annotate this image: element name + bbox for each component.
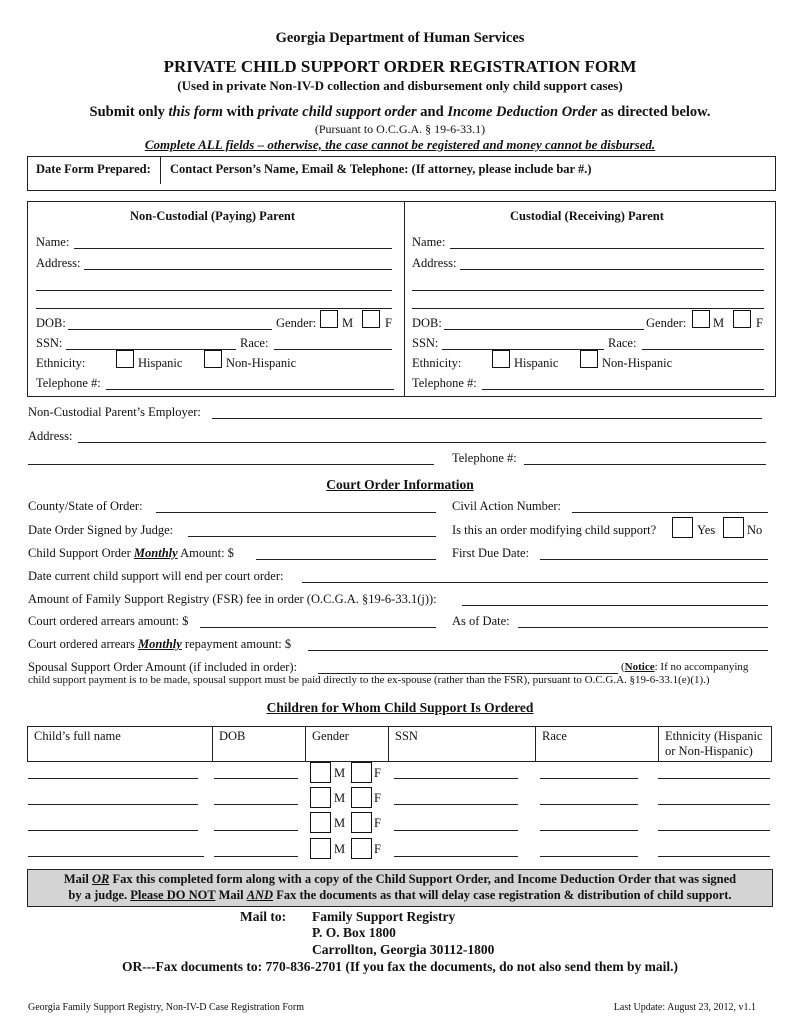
- court-heading: Court Order Information: [326, 477, 474, 492]
- form-title: PRIVATE CHILD SUPPORT ORDER REGISTRATION FORM: [163, 57, 637, 76]
- spousal-label: Spousal Support Order Amount (if included in order):: [28, 660, 298, 674]
- end-date-field[interactable]: [302, 582, 768, 583]
- ncp-ssn-label: SSN:: [36, 336, 63, 350]
- child3-name-field[interactable]: [28, 830, 198, 831]
- first-due-field[interactable]: [540, 559, 768, 560]
- ncp-address-field-3[interactable]: [36, 308, 392, 309]
- child4-dob-field[interactable]: [214, 856, 298, 857]
- col-ssn: SSN: [389, 727, 536, 762]
- fsr-fee-label: Amount of Family Support Registry (FSR) fee in order (O.C.G.A. §19-6-33.1(j)):: [28, 592, 437, 606]
- ncp-address-field-2[interactable]: [36, 290, 392, 291]
- cs-amount-label: [28, 546, 234, 561]
- col-gender: Gender: [306, 727, 389, 762]
- child1-race-field[interactable]: [540, 778, 638, 779]
- county-label: County/State of Order:: [28, 499, 143, 513]
- child2-gender-m-checkbox[interactable]: [310, 787, 331, 808]
- cs-amount-a: Child Support Order: [28, 546, 134, 560]
- employer-telephone-label: Telephone #:: [452, 451, 517, 465]
- col-race: Race: [536, 727, 659, 762]
- cp-gender-f-label: F: [756, 316, 763, 330]
- mail-to-label: Mail to:: [240, 909, 287, 924]
- cp-address-field-3[interactable]: [412, 308, 764, 309]
- ncp-address-label: Address:: [36, 256, 81, 270]
- first-due-label: First Due Date:: [452, 546, 530, 560]
- warning-text: Complete ALL fields – otherwise, the case cannot be registered and money cannot be disbursed.: [144, 137, 656, 152]
- civil-action-field[interactable]: [572, 512, 768, 513]
- child4-name-field[interactable]: [28, 856, 204, 857]
- children-heading: Children for Whom Child Support Is Ordered: [266, 700, 534, 715]
- employer-telephone-field[interactable]: [524, 464, 766, 465]
- ncp-gender-f-label: F: [385, 316, 392, 330]
- modifying-yes-checkbox[interactable]: [672, 517, 693, 538]
- ncp-address-field[interactable]: [84, 269, 392, 270]
- cs-amount-monthly: Monthly: [133, 546, 178, 560]
- cp-gender-label: Gender:: [646, 316, 687, 330]
- child2-gender-f-checkbox[interactable]: [351, 787, 372, 808]
- submit-a: Submit only: [89, 104, 169, 120]
- notice-open: (: [621, 661, 625, 673]
- child2-ethnicity-field[interactable]: [658, 804, 770, 805]
- pursuant-text: (Pursuant to O.C.G.A. § 19-6-33.1): [314, 122, 486, 136]
- cp-non-hispanic-label: Non-Hispanic: [602, 356, 673, 370]
- cp-hispanic-label: Hispanic: [514, 356, 559, 370]
- child1-gender-m-checkbox[interactable]: [310, 762, 331, 783]
- submit-d: private child support order: [257, 104, 417, 120]
- submit-instruction: [0, 104, 800, 121]
- cp-name-field[interactable]: [450, 248, 764, 249]
- child3-race-field[interactable]: [540, 830, 638, 831]
- notice-line-2: child support payment is to be made, spousal support must be paid directly to the ex-spouse (rather than the FSR), pursuant to O.C.G.A. §19-6-33.1(e)(1).): [28, 674, 710, 686]
- child1-f-label: F: [374, 766, 381, 780]
- cp-gender-m-checkbox[interactable]: [692, 310, 710, 328]
- child2-race-field[interactable]: [540, 804, 638, 805]
- child4-ethnicity-field[interactable]: [658, 856, 770, 857]
- col-ethnicity: Ethnicity (Hispanic or Non-Hispanic): [659, 727, 772, 762]
- child3-f-label: F: [374, 816, 381, 830]
- col-child-name: Child’s full name: [28, 727, 213, 762]
- child3-gender-m-checkbox[interactable]: [310, 812, 331, 833]
- repay-a: Court ordered arrears: [28, 637, 139, 651]
- form-subtitle: (Used in private Non-IV-D collection and disbursement only child support cases): [177, 78, 623, 93]
- child1-gender-f-checkbox[interactable]: [351, 762, 372, 783]
- mail-line-1: Family Support Registry: [312, 909, 456, 924]
- contact-person-label: Contact Person’s Name, Email & Telephone: (If attorney, please include bar #.): [170, 162, 592, 176]
- mail-line-3: Carrollton, Georgia 30112-1800: [312, 942, 495, 957]
- employer-label: Non-Custodial Parent’s Employer:: [28, 405, 201, 419]
- ncp-gender-m-label: M: [342, 316, 354, 330]
- cp-address-field-2[interactable]: [412, 290, 764, 291]
- modifying-no-checkbox[interactable]: [723, 517, 744, 538]
- child4-ssn-field[interactable]: [394, 856, 518, 857]
- cs-amount-field[interactable]: [256, 559, 436, 560]
- child1-ethnicity-field[interactable]: [658, 778, 770, 779]
- notice-b: : If no accompanying: [654, 661, 749, 673]
- end-date-label: Date current child support will end per court order:: [28, 569, 284, 583]
- cp-heading: Custodial (Receiving) Parent: [510, 209, 664, 223]
- ncp-telephone-label: Telephone #:: [36, 376, 101, 390]
- cp-hispanic-checkbox[interactable]: [492, 350, 510, 368]
- notice-label: Notice: [624, 661, 655, 673]
- cp-non-hispanic-checkbox[interactable]: [580, 350, 598, 368]
- child1-dob-field[interactable]: [214, 778, 298, 779]
- cp-name-label: Name:: [412, 235, 446, 249]
- employer-address-field[interactable]: [78, 442, 766, 443]
- modifying-label: Is this an order modifying child support?: [452, 523, 657, 537]
- ncp-hispanic-label: Hispanic: [138, 356, 183, 370]
- child3-dob-field[interactable]: [214, 830, 298, 831]
- col-dob: DOB: [213, 727, 306, 762]
- child4-f-label: F: [374, 842, 381, 856]
- agency-name: Georgia Department of Human Services: [275, 30, 525, 46]
- ncp-race-field[interactable]: [274, 349, 392, 350]
- instr-and: AND: [246, 888, 274, 902]
- modifying-yes-label: Yes: [697, 523, 716, 537]
- date-signed-field[interactable]: [188, 536, 436, 537]
- child2-dob-field[interactable]: [214, 804, 298, 805]
- mail-line-2: P. O. Box 1800: [312, 925, 396, 940]
- date-prepared-label: Date Form Prepared:: [36, 162, 151, 176]
- ncp-ethnicity-label: Ethnicity:: [36, 356, 86, 370]
- cs-amount-c: Amount: $: [177, 546, 234, 560]
- modifying-no-label: No: [747, 523, 763, 537]
- child3-ethnicity-field[interactable]: [658, 830, 770, 831]
- children-header-row: [28, 727, 772, 762]
- child3-gender-f-checkbox[interactable]: [351, 812, 372, 833]
- instr-or: OR: [91, 872, 110, 886]
- ncp-gender-label: Gender:: [276, 316, 317, 330]
- instr-mail-2: Mail: [215, 888, 247, 902]
- ncp-name-field[interactable]: [74, 248, 392, 249]
- cp-ethnicity-label: Ethnicity:: [412, 356, 462, 370]
- child2-name-field[interactable]: [28, 804, 198, 805]
- instr-judge: by a judge.: [68, 888, 131, 902]
- submit-b: this form: [168, 104, 223, 120]
- instr-line1-rest: Fax this completed form along with a copy of the Child Support Order, and Income Deduction Order that was signed: [109, 872, 737, 886]
- employer-address-field-2[interactable]: [28, 464, 434, 465]
- as-of-label: As of Date:: [452, 614, 510, 628]
- fsr-fee-field[interactable]: [462, 605, 768, 606]
- repay-c: repayment amount: $: [181, 637, 292, 651]
- employer-field[interactable]: [212, 418, 762, 419]
- child3-m-label: M: [334, 816, 346, 830]
- children-table: [27, 726, 772, 762]
- instr-do-not: Please DO NOT: [130, 888, 216, 902]
- child1-m-label: M: [334, 766, 346, 780]
- ncp-non-hispanic-label: Non-Hispanic: [226, 356, 297, 370]
- ncp-dob-field[interactable]: [68, 329, 272, 330]
- cp-telephone-label: Telephone #:: [412, 376, 477, 390]
- footer-left: Georgia Family Support Registry, Non-IV-D Case Registration Form: [28, 1002, 304, 1013]
- child2-m-label: M: [334, 791, 346, 805]
- arrears-field[interactable]: [200, 627, 436, 628]
- cp-dob-label: DOB:: [412, 316, 442, 330]
- ncp-telephone-field[interactable]: [106, 389, 394, 390]
- footer-right: Last Update: August 23, 2012, v1.1: [613, 1002, 756, 1013]
- child3-ssn-field[interactable]: [394, 830, 518, 831]
- ncp-gender-m-checkbox[interactable]: [320, 310, 338, 328]
- ncp-non-hispanic-checkbox[interactable]: [204, 350, 222, 368]
- child2-f-label: F: [374, 791, 381, 805]
- date-signed-label: Date Order Signed by Judge:: [28, 523, 174, 537]
- ncp-gender-f-checkbox[interactable]: [362, 310, 380, 328]
- cp-address-label: Address:: [412, 256, 457, 270]
- arrears-label: Court ordered arrears amount: $: [28, 614, 189, 628]
- cp-race-field[interactable]: [642, 349, 764, 350]
- cp-telephone-field[interactable]: [482, 389, 764, 390]
- instructions-line-2: [0, 888, 800, 903]
- ncp-name-label: Name:: [36, 235, 70, 249]
- ncp-hispanic-checkbox[interactable]: [116, 350, 134, 368]
- repay-field[interactable]: [308, 650, 768, 651]
- submit-g: as directed below.: [597, 104, 711, 120]
- child2-ssn-field[interactable]: [394, 804, 518, 805]
- fax-line: OR---Fax documents to: 770-836-2701 (If you fax the documents, do not also send them by mail.): [121, 959, 679, 974]
- instr-line2-rest: Fax the documents as that will delay case registration & distribution of child support.: [273, 888, 732, 902]
- parents-divider: [404, 201, 405, 397]
- submit-e: and: [416, 104, 448, 120]
- cp-gender-f-checkbox[interactable]: [733, 310, 751, 328]
- child4-gender-m-checkbox[interactable]: [310, 838, 331, 859]
- notice-text: [621, 661, 748, 673]
- child4-m-label: M: [334, 842, 346, 856]
- employer-address-label: Address:: [28, 429, 73, 443]
- cp-dob-field[interactable]: [444, 329, 644, 330]
- child1-ssn-field[interactable]: [394, 778, 518, 779]
- child4-race-field[interactable]: [540, 856, 638, 857]
- ncp-heading: Non-Custodial (Paying) Parent: [130, 209, 296, 223]
- repay-label: [28, 637, 291, 652]
- as-of-field[interactable]: [518, 627, 768, 628]
- instr-mail: Mail: [63, 872, 92, 886]
- repay-monthly: Monthly: [138, 637, 182, 651]
- cp-race-label: Race:: [608, 336, 637, 350]
- top-box-divider: [160, 156, 161, 184]
- ncp-race-label: Race:: [240, 336, 269, 350]
- county-field[interactable]: [156, 512, 436, 513]
- child4-gender-f-checkbox[interactable]: [351, 838, 372, 859]
- civil-action-label: Civil Action Number:: [452, 499, 562, 513]
- cp-ssn-label: SSN:: [412, 336, 439, 350]
- cp-address-field[interactable]: [460, 269, 764, 270]
- cp-gender-m-label: M: [713, 316, 725, 330]
- instructions-line-1: [0, 872, 800, 887]
- ncp-dob-label: DOB:: [36, 316, 66, 330]
- child1-name-field[interactable]: [28, 778, 198, 779]
- submit-c: with: [222, 104, 258, 120]
- submit-f: Income Deduction Order: [447, 104, 598, 120]
